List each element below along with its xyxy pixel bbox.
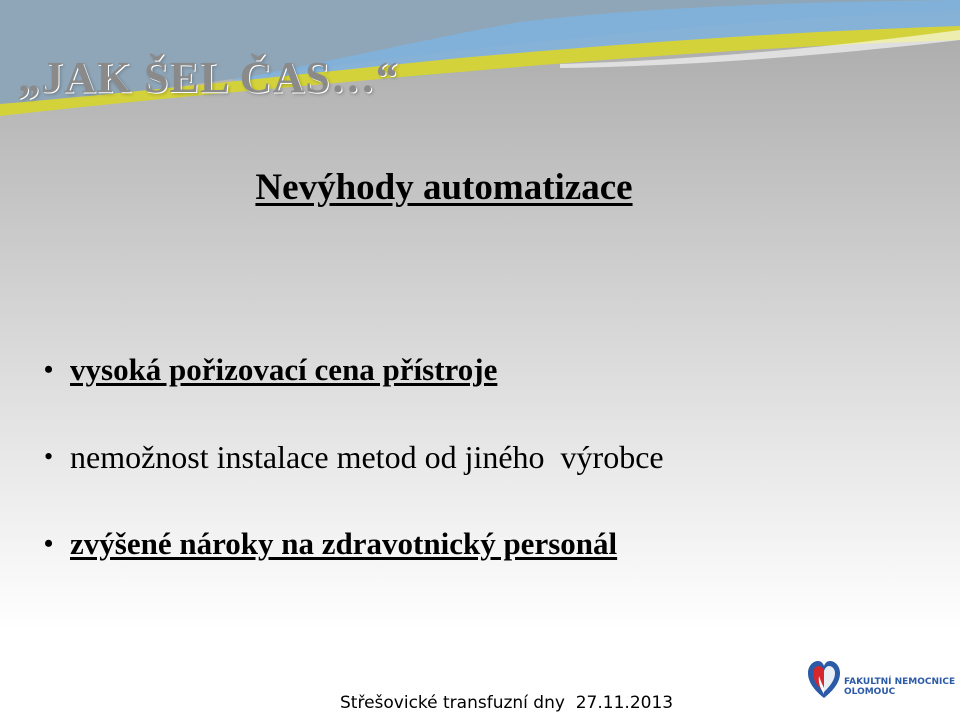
logo-text-line1: FAKULTNÍ NEMOCNICE: [844, 677, 956, 687]
bullet-text: nemožnost instalace metod od jiného výrobce: [70, 439, 664, 475]
bullet-list: [44, 350, 664, 564]
header-title: „JAK ŠEL ČAS…“: [18, 53, 399, 102]
bullet-dot-icon: •: [44, 442, 54, 471]
logo-text: [844, 677, 955, 697]
hospital-logo: [806, 658, 956, 702]
bullet-text: zvýšené nároky na zdravotnický personál: [70, 526, 618, 561]
slide-subtitle: Nevýhody automatizace: [255, 167, 633, 208]
footer-text: Střešovické transfuzní dny 27.11.2013: [340, 693, 674, 713]
bullet-item: [44, 524, 664, 564]
hospital-heart-logo-icon: [806, 658, 842, 700]
bullet-dot-icon: •: [44, 529, 54, 558]
bullet-item: [44, 350, 664, 390]
bullet-dot-icon: •: [44, 355, 54, 384]
bullet-item: [44, 437, 664, 477]
logo-text-line2: OLOMOUC: [844, 687, 896, 697]
bullet-text: vysoká pořizovací cena přístroje: [70, 352, 498, 387]
